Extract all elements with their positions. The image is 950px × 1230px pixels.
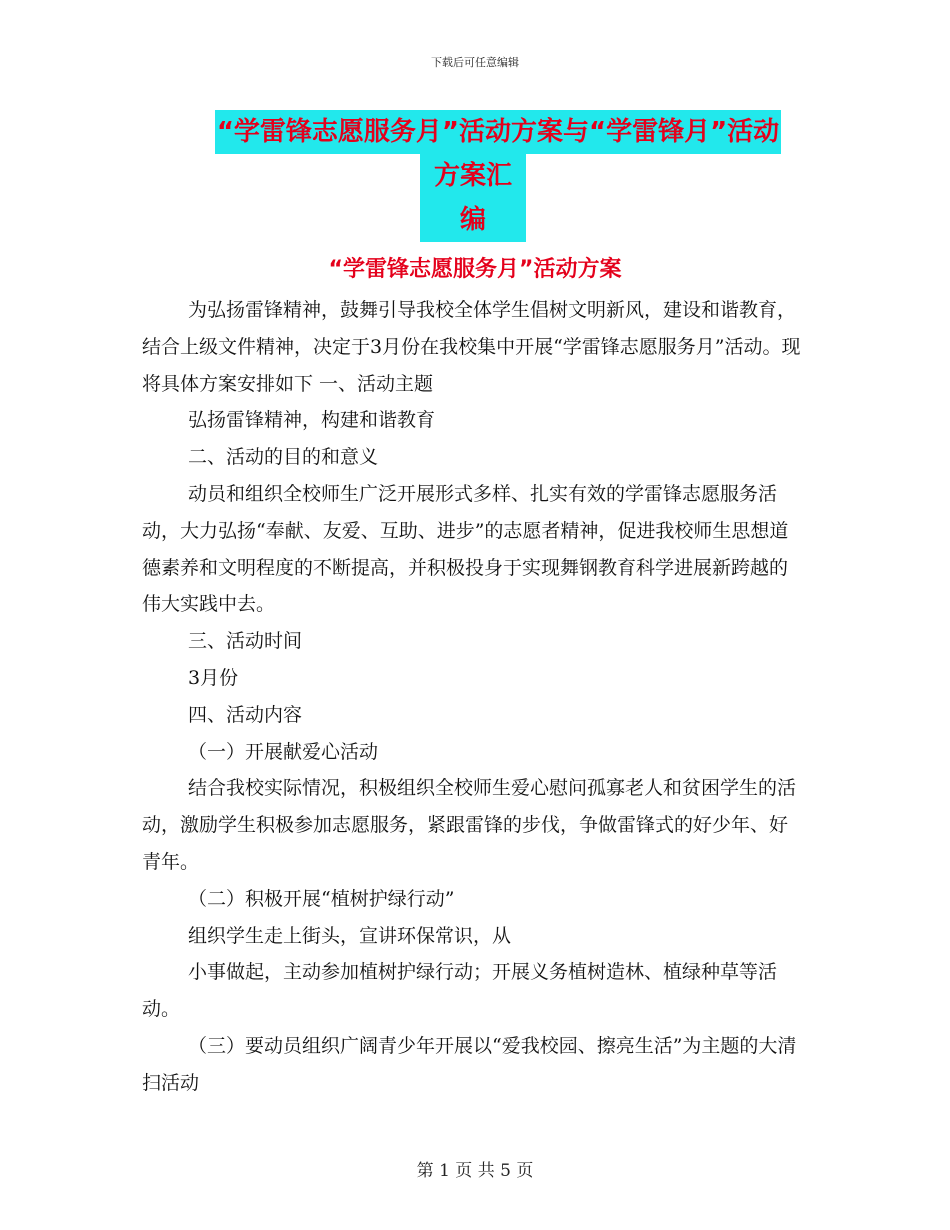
title-line-1: “学雷锋志愿服务月”活动方案与“学雷锋月”活动 xyxy=(215,110,781,154)
title-line-2: 方案汇编 xyxy=(420,154,526,242)
paragraph-1: 结合我校实际情况，积极组织全校师生爱心慰问孤寡老人和贫困学生的活动，激励学生积极参加志愿服务，紧跟雷锋的步伐，争做雷锋式的好少年、好青年。 xyxy=(142,777,797,873)
paragraph-theme: 弘扬雷锋精神，构建和谐教育 xyxy=(188,409,436,432)
paragraph-time: 3月份 xyxy=(188,666,239,689)
paragraph-2a: 组织学生走上街头，宣讲环保常识，从 xyxy=(188,924,512,947)
document-body xyxy=(142,292,802,1102)
page-footer: 第 1 页 共 5 页 xyxy=(416,1161,534,1181)
heading-purpose: 二、活动的目的和意义 xyxy=(188,446,379,469)
subheading-1: （一）开展献爱心活动 xyxy=(188,740,379,763)
subheading-2: （二）积极开展“植树护绿行动” xyxy=(188,887,455,910)
subheading-3: （三）要动员组织广阔青少年开展以“爱我校园、擦亮生活”为主题的大清扫活动 xyxy=(142,1034,797,1094)
paragraph-intro: 为弘扬雷锋精神，鼓舞引导我校全体学生倡树文明新风，建设和谐教育，结合上级文件精神，决定于3月份在我校集中开展“学雷锋志愿服务月”活动。现将具体方案安排如下 一、活动主题 xyxy=(142,299,801,395)
page-header: 下载后可任意编辑 xyxy=(431,56,519,69)
paragraph-2b: 小事做起，主动参加植树护绿行动；开展义务植树造林、植绿种草等活动。 xyxy=(142,961,778,1021)
heading-content: 四、活动内容 xyxy=(188,703,303,726)
section-title: “学雷锋志愿服务月”活动方案 xyxy=(328,257,622,282)
paragraph-purpose: 动员和组织全校师生广泛开展形式多样、扎实有效的学雷锋志愿服务活动，大力弘扬“奉献、友爱、互助、进步”的志愿者精神，促进我校师生思想道德素养和文明程度的不断提高，并积极投身于实现舞钢教育科学进展新跨越的伟大实践中去。 xyxy=(142,482,789,616)
heading-time: 三、活动时间 xyxy=(188,630,303,653)
